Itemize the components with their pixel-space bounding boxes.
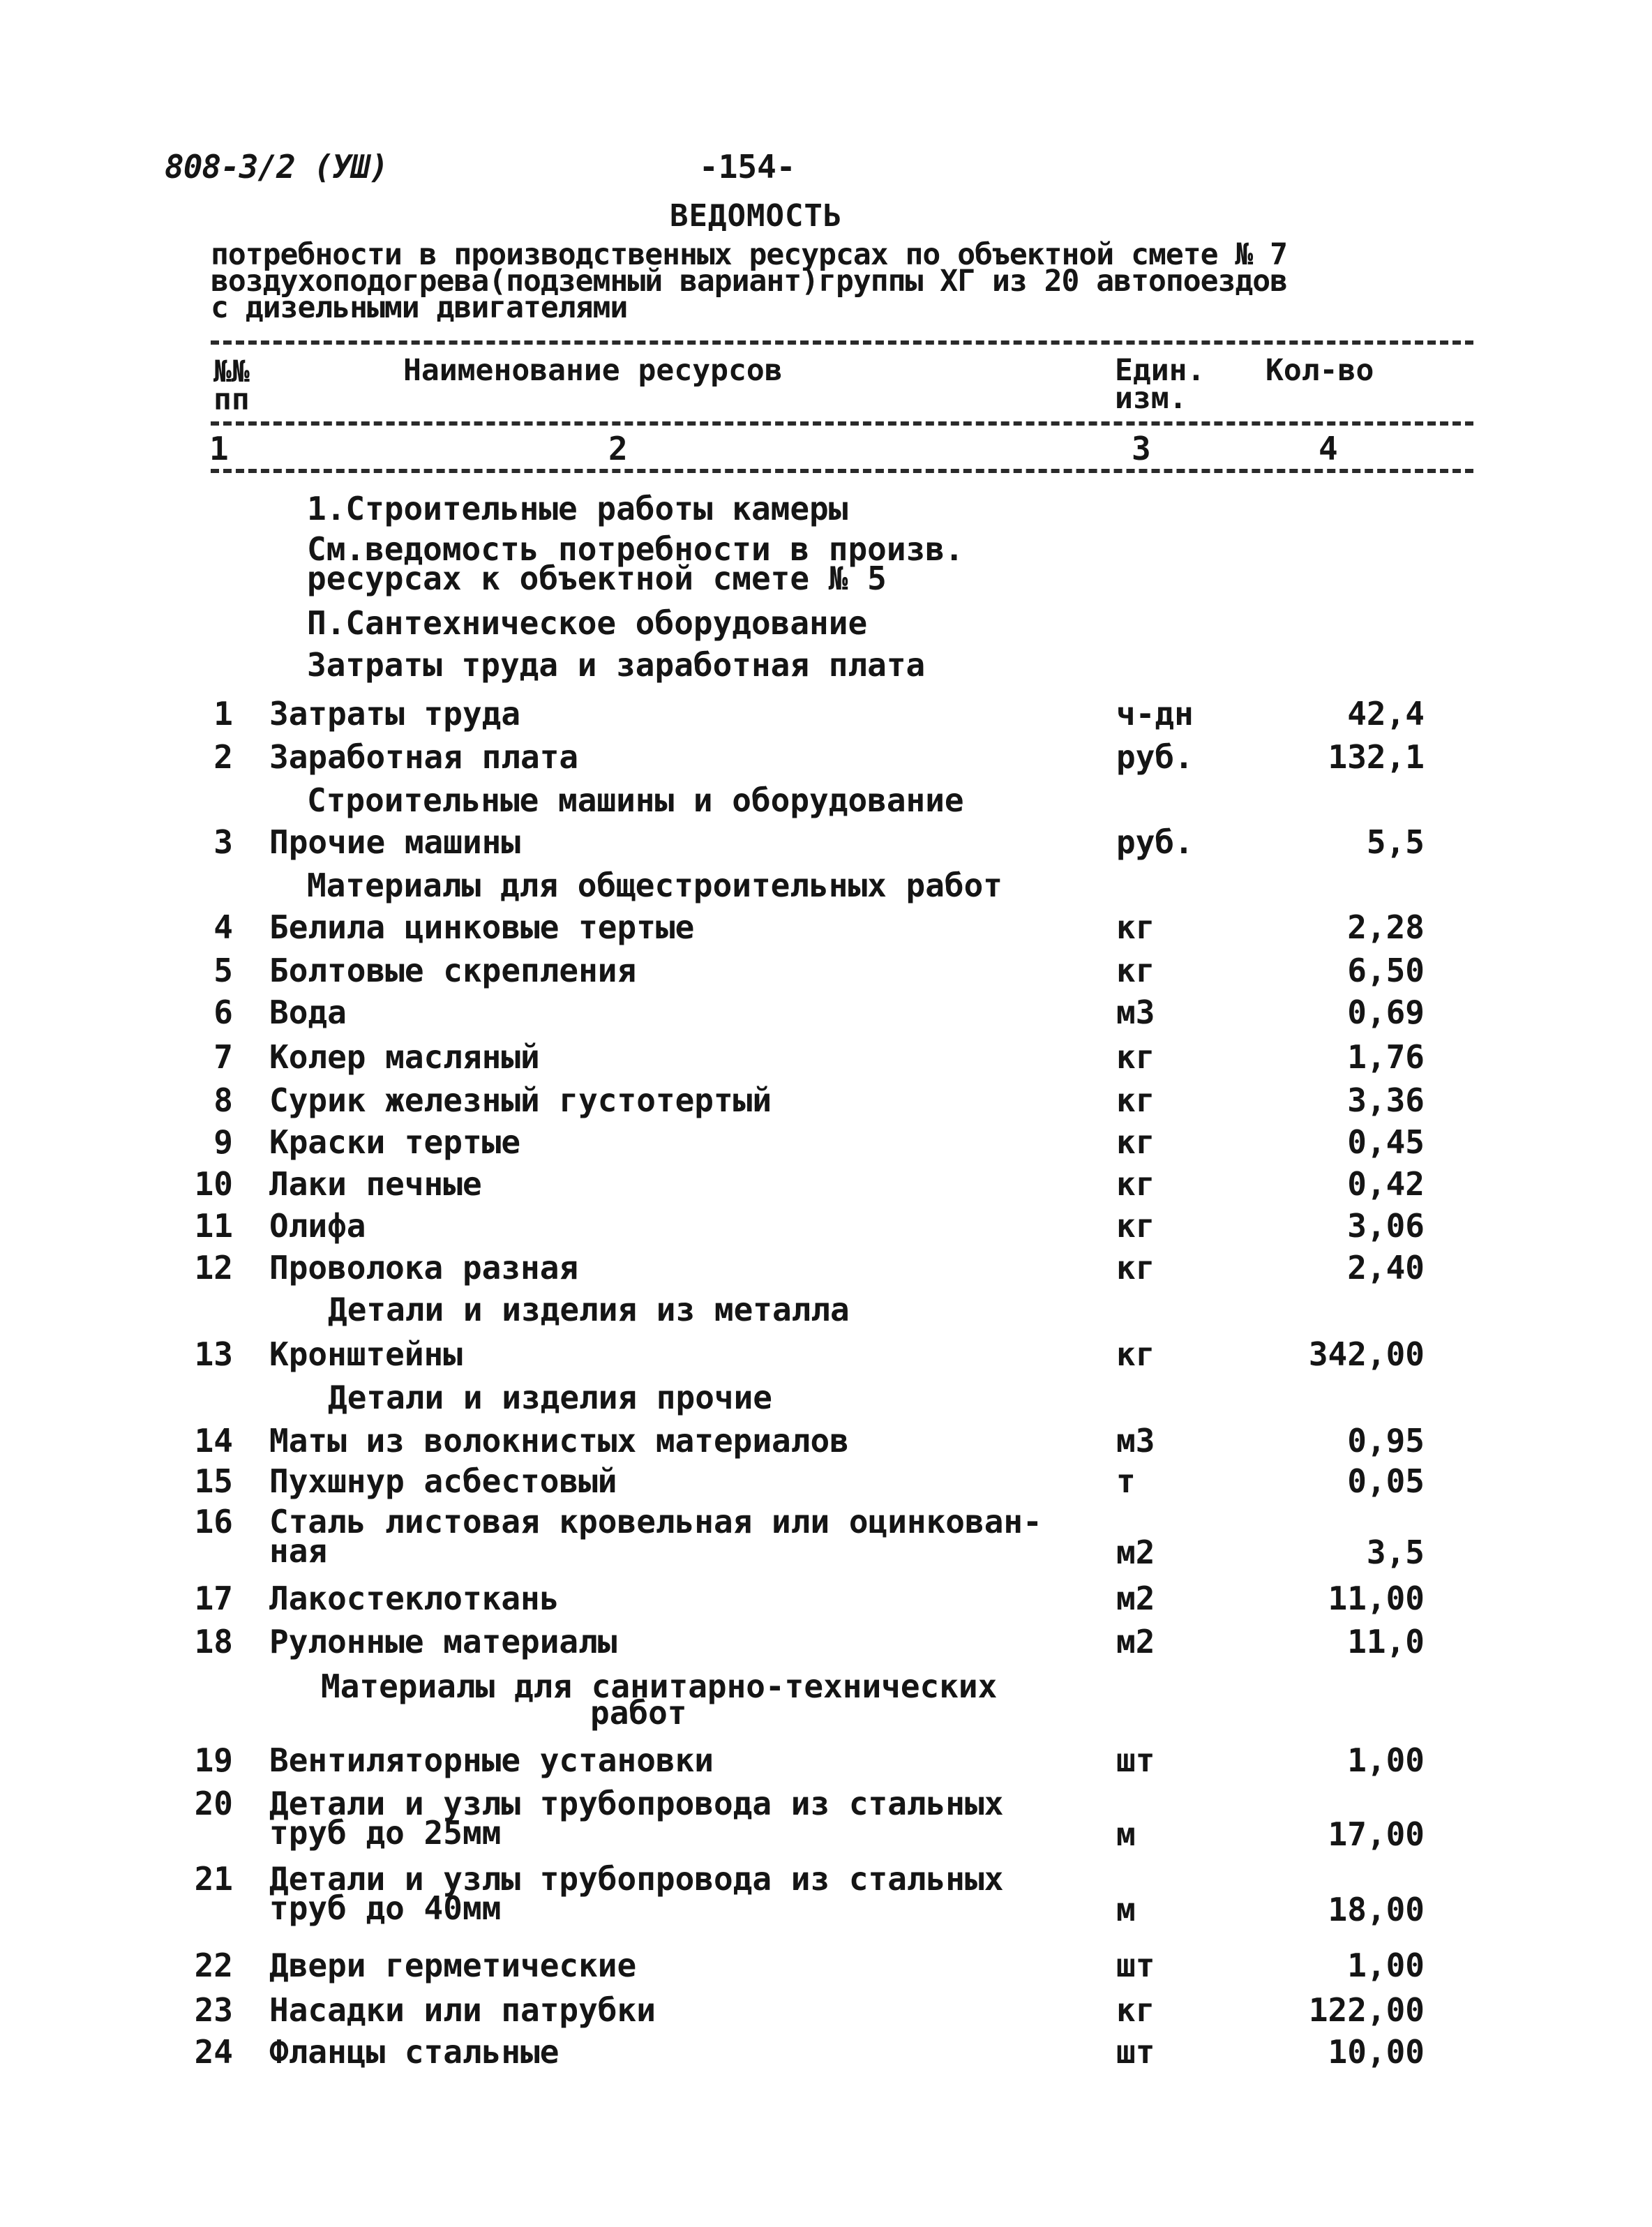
quantity: 18,00 xyxy=(1328,1891,1425,1928)
unit: кг xyxy=(1116,1165,1155,1203)
quantity: 11,00 xyxy=(1328,1580,1425,1617)
resource-name: Белила цинковые тертые xyxy=(269,908,695,946)
row-number: 6 xyxy=(213,993,233,1031)
table-row xyxy=(0,1038,1652,1083)
column-header-quantity: Кол-во xyxy=(1266,353,1374,388)
unit: кг xyxy=(1116,908,1155,946)
subtitle-line: воздухоподогрева(подземный вариант)группы ХГ из 20 автопоездов xyxy=(211,264,1288,299)
table-row xyxy=(0,2033,1652,2078)
resource-name-continued: труб до 40мм xyxy=(269,1889,502,1927)
column-number-1: 1 xyxy=(209,430,229,467)
unit: шт xyxy=(1116,1741,1155,1779)
unit: кг xyxy=(1116,1081,1155,1119)
table-row xyxy=(0,1741,1652,1786)
quantity: 342,00 xyxy=(1308,1335,1425,1373)
column-header-unit-sub: изм. xyxy=(1115,381,1187,416)
row-number: 19 xyxy=(194,1741,233,1779)
unit: м3 xyxy=(1116,993,1155,1031)
table-row xyxy=(0,1081,1652,1126)
row-number: 11 xyxy=(194,1207,233,1245)
subtitle-line: потребности в производственных ресурсах по объектной смете № 7 xyxy=(211,237,1288,272)
row-number: 3 xyxy=(213,823,233,861)
table-row xyxy=(0,695,1652,740)
table-row xyxy=(0,1582,1652,1624)
section-heading: П.Сантехническое оборудование xyxy=(307,604,868,642)
row-number: 21 xyxy=(194,1860,233,1898)
unit: руб. xyxy=(1116,738,1194,776)
resource-name: Рулонные материалы xyxy=(269,1623,617,1660)
resource-name: Лакостеклоткань xyxy=(269,1580,560,1617)
resource-name-continued: труб до 25мм xyxy=(269,1814,502,1852)
row-number: 7 xyxy=(213,1038,233,1076)
column-number-3: 3 xyxy=(1132,430,1151,467)
table-row xyxy=(0,1949,1652,1991)
column-header-name: Наименование ресурсов xyxy=(403,353,783,388)
quantity: 122,00 xyxy=(1308,1991,1425,2029)
resource-name: Сурик железный густотертый xyxy=(269,1081,772,1119)
quantity: 0,42 xyxy=(1347,1165,1425,1203)
resource-name: Затраты труда xyxy=(269,695,521,733)
resource-name: Заработная плата xyxy=(269,738,579,776)
table-row xyxy=(0,1207,1652,1252)
unit: м xyxy=(1116,1891,1136,1928)
resource-name: Кронштейны xyxy=(269,1335,463,1373)
resource-name: Проволока разная xyxy=(269,1249,579,1287)
row-number: 15 xyxy=(194,1462,233,1500)
column-header-number: №№ xyxy=(213,354,250,389)
unit: шт xyxy=(1116,2033,1155,2071)
resource-name: Колер масляный xyxy=(269,1038,540,1076)
row-number: 4 xyxy=(213,908,233,946)
row-number: 12 xyxy=(194,1249,233,1287)
unit: м2 xyxy=(1116,1580,1155,1617)
quantity: 1,00 xyxy=(1347,1741,1425,1779)
quantity: 0,95 xyxy=(1347,1422,1425,1460)
unit: кг xyxy=(1116,1207,1155,1245)
resource-name: Болтовые скрепления xyxy=(269,952,637,989)
table-row xyxy=(0,1860,1652,1933)
unit: руб. xyxy=(1116,823,1194,861)
row-number: 23 xyxy=(194,1991,233,2029)
quantity: 0,05 xyxy=(1347,1462,1425,1500)
quantity: 1,76 xyxy=(1347,1038,1425,1076)
table-row xyxy=(0,1623,1652,1667)
table-rule-middle xyxy=(211,421,1473,426)
section-heading: Строительные машины и оборудование xyxy=(307,781,964,819)
resource-name: Вентиляторные установки xyxy=(269,1741,714,1779)
row-number: 1 xyxy=(213,695,233,733)
column-header-unit: Един. xyxy=(1115,353,1206,388)
table-row xyxy=(0,1462,1652,1507)
resource-name: Прочие машины xyxy=(269,823,521,861)
table-row xyxy=(0,823,1652,868)
table-row xyxy=(0,1335,1652,1380)
document-code: 808-3/2 (УШ) xyxy=(165,148,389,186)
resource-name: Детали и узлы трубопровода из стальных xyxy=(269,1860,1004,1898)
row-number: 18 xyxy=(194,1623,233,1660)
quantity: 0,69 xyxy=(1347,993,1425,1031)
quantity: 1,00 xyxy=(1347,1947,1425,1984)
row-number: 22 xyxy=(194,1947,233,1984)
resource-name: Пухшнур асбестовый xyxy=(269,1462,617,1500)
section-note: ресурсах к объектной смете № 5 xyxy=(307,560,887,597)
unit: кг xyxy=(1116,1991,1155,2029)
resource-name: Краски тертые xyxy=(269,1123,521,1161)
table-rule-bottom xyxy=(211,469,1473,473)
column-header-number-sub: пп xyxy=(213,382,250,417)
resource-name: Детали и узлы трубопровода из стальных xyxy=(269,1785,1004,1822)
quantity: 5,5 xyxy=(1366,823,1425,861)
quantity: 10,00 xyxy=(1328,2033,1425,2071)
section-heading: Затраты труда и заработная плата xyxy=(307,646,926,684)
quantity: 2,28 xyxy=(1347,908,1425,946)
unit: кг xyxy=(1116,1038,1155,1076)
quantity: 3,36 xyxy=(1347,1081,1425,1119)
table-row xyxy=(0,1787,1652,1857)
resource-name: Фланцы стальные xyxy=(269,2033,560,2071)
table-row xyxy=(0,738,1652,783)
table-row xyxy=(0,1422,1652,1467)
subtitle-line: с дизельными двигателями xyxy=(211,290,628,325)
row-number: 8 xyxy=(213,1081,233,1119)
table-row xyxy=(0,1991,1652,2036)
row-number: 14 xyxy=(194,1422,233,1460)
row-number: 5 xyxy=(213,952,233,989)
section-heading: 1.Строительные работы камеры xyxy=(307,490,848,527)
unit: ч-дн xyxy=(1116,695,1194,733)
quantity: 132,1 xyxy=(1328,738,1425,776)
table-row xyxy=(0,1249,1652,1294)
resource-name: Насадки или патрубки xyxy=(269,1991,656,2029)
unit: м xyxy=(1116,1815,1136,1853)
document-title: ВЕДОМОСТЬ xyxy=(670,198,843,234)
row-number: 24 xyxy=(194,2033,233,2071)
section-heading: Материалы для общестроительных работ xyxy=(307,867,1003,904)
unit: м2 xyxy=(1116,1623,1155,1660)
unit: кг xyxy=(1116,952,1155,989)
unit: кг xyxy=(1116,1335,1155,1373)
table-row xyxy=(0,1503,1652,1575)
section-heading-continued: работ xyxy=(590,1694,687,1732)
quantity: 11,0 xyxy=(1347,1623,1425,1660)
table-row xyxy=(0,993,1652,1038)
quantity: 0,45 xyxy=(1347,1123,1425,1161)
quantity: 42,4 xyxy=(1347,695,1425,733)
resource-name-continued: ная xyxy=(269,1532,328,1570)
resource-name: Сталь листовая кровельная или оцинкован- xyxy=(269,1503,1042,1540)
row-number: 9 xyxy=(213,1123,233,1161)
table-row xyxy=(0,1165,1652,1210)
section-heading: Детали и изделия из металла xyxy=(328,1291,850,1328)
table-rule-top xyxy=(211,340,1473,345)
unit: шт xyxy=(1116,1947,1155,1984)
unit: кг xyxy=(1116,1123,1155,1161)
table-row xyxy=(0,954,1652,996)
column-number-4: 4 xyxy=(1319,430,1338,467)
column-number-2: 2 xyxy=(608,430,628,467)
unit: т xyxy=(1116,1462,1136,1500)
row-number: 2 xyxy=(213,738,233,776)
unit: м2 xyxy=(1116,1534,1155,1571)
quantity: 17,00 xyxy=(1328,1815,1425,1853)
section-heading: Материалы для санитарно-технических xyxy=(321,1667,998,1705)
table-row xyxy=(0,908,1652,953)
resource-name: Лаки печные xyxy=(269,1165,482,1203)
unit: кг xyxy=(1116,1249,1155,1287)
quantity: 6,50 xyxy=(1347,952,1425,989)
row-number: 17 xyxy=(194,1580,233,1617)
page-number: -154- xyxy=(699,148,796,186)
table-row xyxy=(0,1123,1652,1168)
quantity: 3,06 xyxy=(1347,1207,1425,1245)
row-number: 13 xyxy=(194,1335,233,1373)
quantity: 2,40 xyxy=(1347,1249,1425,1287)
resource-name: Двери герметические xyxy=(269,1947,637,1984)
row-number: 10 xyxy=(194,1165,233,1203)
row-number: 16 xyxy=(194,1503,233,1540)
section-note: См.ведомость потребности в произв. xyxy=(307,530,964,568)
resource-name: Маты из волокнистых материалов xyxy=(269,1422,849,1460)
unit: м3 xyxy=(1116,1422,1155,1460)
row-number: 20 xyxy=(194,1785,233,1822)
resource-name: Вода xyxy=(269,993,347,1031)
resource-name: Олифа xyxy=(269,1207,366,1245)
section-heading: Детали и изделия прочие xyxy=(328,1379,772,1416)
quantity: 3,5 xyxy=(1366,1534,1425,1571)
